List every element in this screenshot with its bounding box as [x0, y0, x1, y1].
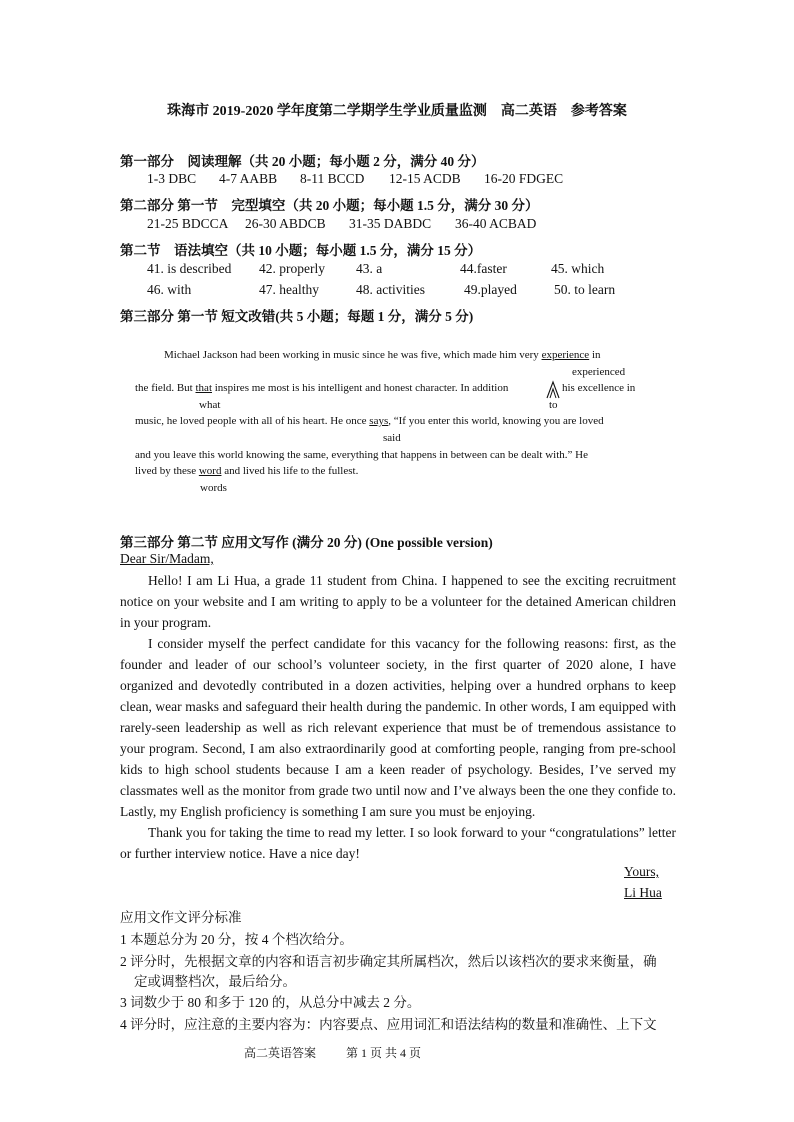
error-word: that — [195, 382, 212, 394]
part2-section1-answer: 31-35 DABDC — [349, 216, 432, 231]
error-word: word — [198, 465, 222, 477]
part2-section1-heading: 第二部分 第一节 完型填空（共 20 小题；每小题 1.5 分，满分 30 分） — [120, 198, 539, 213]
rubric-item: 3 词数少于 80 和多于 120 的，从总分中减去 2 分。 — [120, 995, 421, 1010]
correction-line-1: Michael Jackson had been working in music since he was five, which made him very experience in — [164, 349, 601, 361]
grammar-answer: 49.played — [464, 282, 517, 297]
letter-closing: Yours, — [624, 864, 660, 879]
letter-signature: Li Hua — [624, 885, 662, 900]
part1-answer: 12-15 ACDB — [389, 171, 461, 186]
rubric-heading: 应用文作文评分标准 — [120, 910, 242, 925]
correction-fix: what — [199, 399, 221, 411]
rubric-item: 1 本题总分为 20 分，按 4 个档次给分。 — [120, 932, 353, 947]
error-word: says — [369, 415, 389, 427]
page-number: 第 1 页 共 4 页 — [346, 1046, 422, 1060]
part1-heading: 第一部分 阅读理解（共 20 小题；每小题 2 分，满分 40 分） — [120, 154, 485, 169]
part1-answer: 1-3 DBC — [147, 171, 197, 186]
letter-paragraph: Thank you for taking the time to read my letter. I so look forward to your “congratulations” letter or further interview notice. Have a nice day! — [120, 825, 676, 861]
page-title: 珠海市 2019-2020 学年度第二学期学生学业质量监测 高二英语 参考答案 — [167, 104, 627, 119]
grammar-answer: 44.faster — [460, 261, 507, 276]
correction-fix: experienced — [572, 366, 626, 378]
part3-section1-heading: 第三部分 第一节 短文改错(共 5 小题；每题 1 分，满分 5 分) — [120, 309, 474, 324]
letter-salutation: Dear Sir/Madam, — [120, 551, 214, 566]
letter-paragraph: I consider myself the perfect candidate for this vacancy for the following reasons: first, as the founder and leader of our school’s volunteer society, in the first quarter of 2020 alone, I have organized and devotedly contributed in a dozen activities, helping over a hundred orphans to keep clean, wear masks and safeguard their health during the pandemic. In other words, I am equipped with rarely-seen leadership as well as rich relevant experience that must be of tremendous assistance to your program. Second, I am also extraordinarily good at comforting people, ranging from pre-school kids to high school students because I am a keen reader of psychology. Besides, I’ve served my classmates well as the monitor from grade two until now and I’ve always been the one they confide to. Lastly, my English proficiency is something I am sure you must be enjoying. — [120, 636, 676, 819]
correction-fix: said — [383, 432, 401, 444]
insertion-caret-icon — [545, 378, 561, 400]
correction-line-3: music, he loved people with all of his heart. He once says, “If you enter this world, knowing you are loved — [135, 415, 604, 427]
part2-section1-answer: 26-30 ABDCB — [245, 216, 326, 231]
part3-section2-heading: 第三部分 第二节 应用文写作 (满分 20 分) (One possible version) — [120, 535, 493, 550]
correction-fix: words — [200, 482, 227, 494]
footer-subject: 高二英语答案 — [244, 1046, 317, 1060]
correction-line-5: lived by these word and lived his life to the fullest. — [135, 465, 359, 477]
correction-line-2: the field. But that inspires me most is his intelligent and honest character. In addition — [135, 382, 509, 394]
rubric-item-continued: 定或调整档次，最后给分。 — [134, 974, 296, 989]
grammar-answer: 50. to learn — [554, 282, 616, 297]
correction-line-2-end: his excellence in — [562, 382, 636, 394]
grammar-answer: 47. healthy — [259, 282, 319, 297]
grammar-answer: 48. activities — [356, 282, 425, 297]
grammar-answer: 42. properly — [259, 261, 325, 276]
grammar-answer: 46. with — [147, 282, 192, 297]
part1-answer: 4-7 AABB — [219, 171, 278, 186]
grammar-answer: 43. a — [356, 261, 383, 276]
part2-section1-answer: 36-40 ACBAD — [455, 216, 537, 231]
part2-section2-heading: 第二节 语法填空（共 10 小题；每小题 1.5 分，满分 15 分） — [120, 243, 482, 258]
part2-section1-answer: 21-25 BDCCA — [147, 216, 229, 231]
correction-fix: to — [549, 399, 558, 411]
correction-line-4: and you leave this world knowing the same, everything that happens in between can be dealt with.” He — [135, 449, 589, 461]
letter-body — [120, 570, 676, 864]
grammar-answer: 45. which — [551, 261, 605, 276]
letter-paragraph: Hello! I am Li Hua, a grade 11 student from China. I happened to see the exciting recruitment notice on your website and I am writing to apply to be a volunteer for the detained American children in your program. — [120, 573, 676, 630]
grammar-answer: 41. is described — [147, 261, 232, 276]
rubric-item: 4 评分时，应注意的主要内容为：内容要点、应用词汇和语法结构的数量和准确性、上下文 — [120, 1017, 657, 1032]
part1-answer: 16-20 FDGEC — [484, 171, 564, 186]
error-word: experience — [541, 349, 590, 361]
rubric-item: 2 评分时，先根据文章的内容和语言初步确定其所属档次，然后以该档次的要求来衡量，确 — [120, 954, 657, 969]
part1-answer: 8-11 BCCD — [300, 171, 365, 186]
